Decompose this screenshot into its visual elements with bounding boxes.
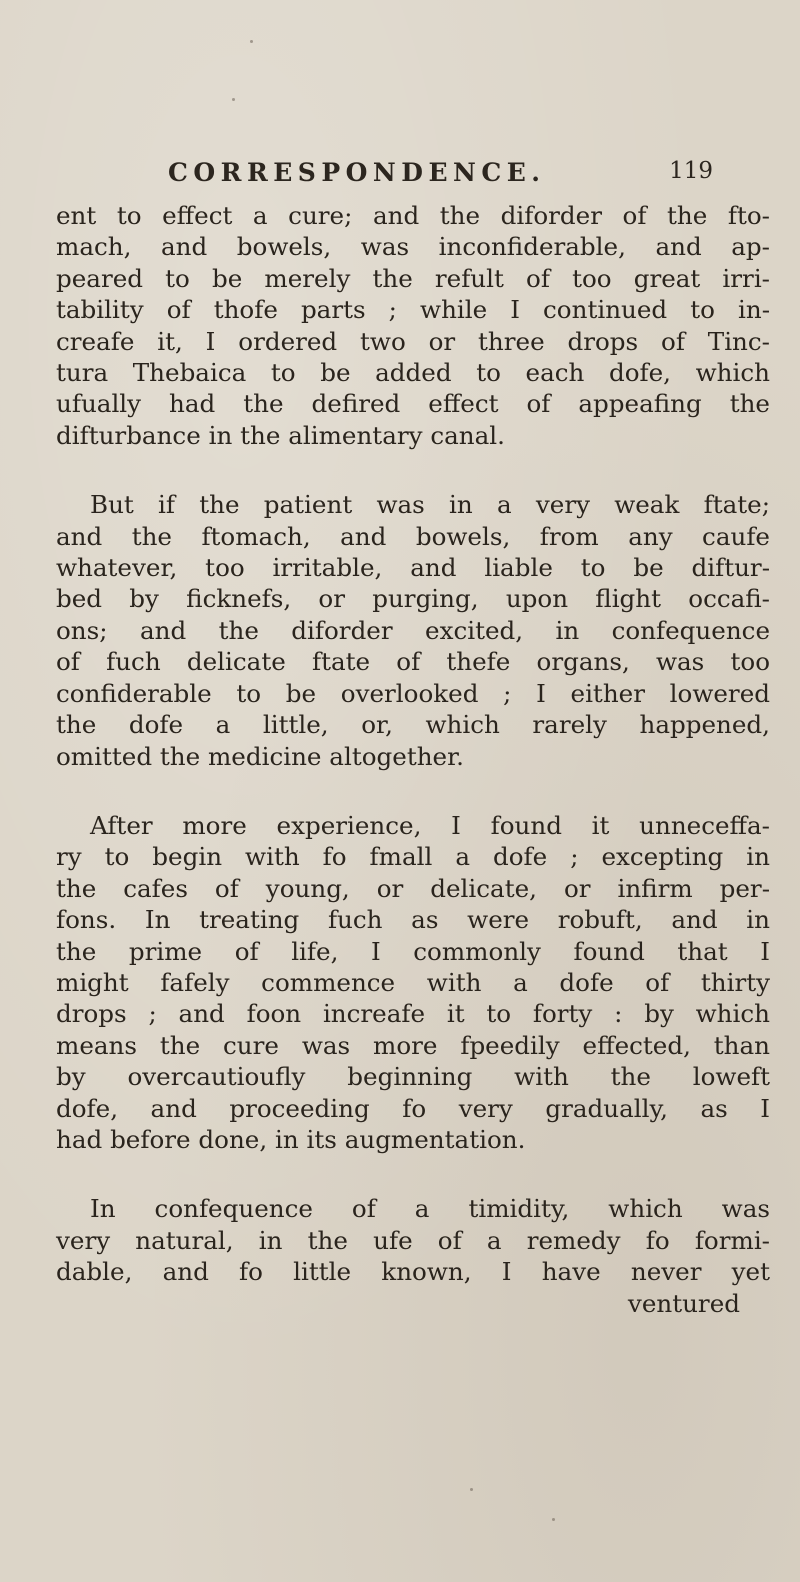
paragraph-1 (56, 200, 770, 451)
text-line: tura Thebaica to be added to each dofe, which (56, 358, 770, 388)
paper-speck (232, 98, 235, 101)
text-line: of fuch delicate ftate of thefe organs, was too (56, 647, 770, 677)
text-line: by overcautioufly beginning with the loweft (56, 1062, 770, 1092)
text-line: But if the patient was in a very weak ftate; (90, 490, 770, 520)
text-line: difturbance in the alimentary canal. (56, 420, 505, 450)
text-line: confiderable to be overlooked ; I either lowered (56, 678, 770, 708)
text-line: the dofe a little, or, which rarely happened, (56, 710, 770, 740)
text-line: ry to begin with fo fmall a dofe ; excepting in (56, 842, 770, 872)
paper-speck (470, 1488, 473, 1491)
paragraph-gap (56, 451, 770, 489)
text-line: omitted the medicine altogether. (56, 741, 464, 771)
text-line: ufually had the defired effect of appeafing the (56, 389, 770, 419)
text-line: the prime of life, I commonly found that I (56, 936, 770, 966)
text-line: bed by ficknefs, or purging, upon flight occafi- (56, 584, 770, 614)
text-line: drops ; and foon increafe it to forty : by which (56, 999, 770, 1029)
page-number: 119 (669, 158, 713, 184)
text-line: tability of thofe parts ; while I continued to in- (56, 295, 770, 325)
paper-speck (552, 1518, 555, 1521)
catchword: ventured (627, 1288, 740, 1318)
text-line: creafe it, I ordered two or three drops of Tinc- (56, 326, 770, 356)
paragraph-4 (56, 1193, 770, 1287)
text-line: very natural, in the ufe of a remedy fo formi- (56, 1225, 770, 1255)
text-line: might fafely commence with a dofe of thirty (56, 967, 770, 997)
text-line: the cafes of young, or delicate, or infirm per- (56, 873, 770, 903)
text-line: In confequence of a timidity, which was (90, 1194, 770, 1224)
text-line: After more experience, I found it unneceffa- (90, 810, 770, 840)
paragraph-3 (56, 810, 770, 1155)
text-line: ons; and the diforder excited, in confequence (56, 615, 770, 645)
running-title: CORRESPONDENCE. (168, 158, 546, 187)
paragraph-2 (56, 489, 770, 772)
text-line: means the cure was more fpeedily effected, than (56, 1030, 770, 1060)
running-head (168, 158, 713, 194)
text-line: dable, and fo little known, I have never yet (56, 1257, 770, 1287)
body-text (56, 200, 770, 1319)
text-line: fons. In treating fuch as were robuft, and in (56, 905, 770, 935)
text-line: ent to effect a cure; and the diforder of the fto- (56, 201, 770, 230)
paper-speck (250, 40, 253, 43)
paragraph-gap (56, 772, 770, 810)
text-line: whatever, too irritable, and liable to be diftur- (56, 553, 770, 583)
text-line: had before done, in its augmentation. (56, 1124, 526, 1154)
text-line: mach, and bowels, was inconfiderable, and ap- (56, 232, 770, 262)
text-line: dofe, and proceeding fo very gradually, as I (56, 1093, 770, 1123)
text-line: peared to be merely the refult of too great irri- (56, 263, 770, 293)
text-line: and the ftomach, and bowels, from any caufe (56, 521, 770, 551)
paragraph-gap (56, 1155, 770, 1193)
